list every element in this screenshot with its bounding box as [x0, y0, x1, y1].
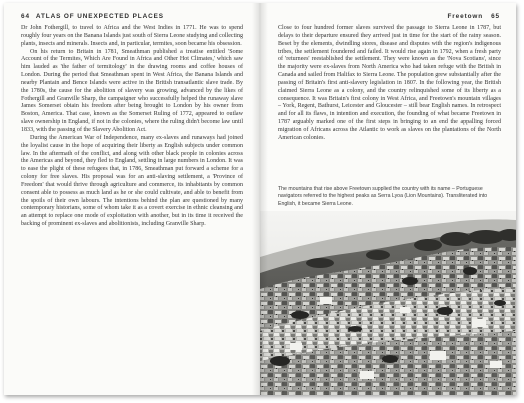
right-page: [260, 3, 516, 395]
left-paragraph: During the American War of Independence, many ex-slaves and runaways had joined the loyalist cause in the hope of acquiring their liberty as English subjects under common law. In the aftermath of the conflict, and along with other black people in colonies across the Americas and beyond, they fled to England, settling in large numbers in London. It was to ease the plight of these refugees that, in 1786, Smeathman put forward a scheme for a colony for free slaves. His proposal was for an anti-slaving settlement, a 'Province of Freedom' that would thrive through agriculture and commerce, its inhabitants by common consent able to possess as much land as he or she could cultivate, and able to benefit from the spoils of their own labours. The intentions behind the plan are questioned by many contemporary historians, some of whom take it as a covert exercise in ethnic cleansing and an attempt to replace one mode of exploitation with another, but in its time it received the backing of prominent ex-slaves and abolitionists, including Granville Sharp.: [21, 134, 243, 228]
book-title: ATLAS OF UNEXPECTED PLACES: [35, 13, 164, 20]
book-spread: [4, 3, 516, 395]
left-paragraph: Dr John Fothergill, to travel to Africa and the West Indies in 1771. He was to spend roughly four years on the Banana Islands just south of Sierra Leone studying and collecting plants, insects and minerals. Insects and, in particular, termites, soon became his obsession.: [21, 25, 243, 47]
left-paragraph: On his return to Britain in 1781, Smeathman published a treatise entitled 'Some Account of the Termites, Which Are Found in Africa and Other Hot Climates,' which saw him lauded as 'the father of termitology' in the drawing rooms and coffee houses of London. During the period that Smeathman spent in West Africa, the Banana Islands and nearby Plantain and Bence Islands were active in the British transatlantic slave trade. By the 1780s, the cause for the abolition of slavery was growing, advanced by the likes of Fothergill and Granville Sharp, the campaigner who successfully helped the runaway slave James Somerset obtain his freedom after being brought to London by his owner from Boston, America. That case, known as the Somerset Ruling of 1772, appeared to outlaw slave ownership in England, if not in the colonies, where the ruling didn't become law until 1833, with the passing of the Slavery Abolition Act.: [21, 48, 243, 133]
right-running-head: [447, 13, 500, 23]
right-body-text: [278, 25, 501, 143]
left-page-number: 64: [21, 13, 30, 20]
right-page-number: 65: [491, 13, 500, 20]
right-paragraph: Close to four hundred former slaves survived the passage to Sierra Leone in 1787, but delays to their departure ensured they arrived just in time for the start of the rainy season. Beset by the elements, dwindling stores, disease and disputes with the region's indigenous tribes, the settlement foundered and failed. It would rise again in 1792, when a fresh party of 'returnees' reestablished the settlement. They were known as the 'Nova Scotians', since the majority were ex-slaves from North America who had taken refuge with the British in Canada and sailed from Halifax to Sierra Leone. The population grew substantially after the passing of Britain's first anti-slavery legislation in 1807. In the following year, the British claimed Sierra Leone as a colony, and the country relinquished some of its liberty as a consequence. It was Britain's first colony in West Africa, and Freetown's mountain villages – York, Regent, Bathurst, Leicester and Gloucester – still bear English names. In retrospect and for all its flaws, in intention and execution, the founding of what became Freetown in 1787 arguably marked one of the first steps in bringing to an end the appalling forced migration of Africans across the Atlantic to work as slaves on the plantations of the North American colonies.: [278, 25, 501, 141]
freetown-hillside-photo: [260, 211, 516, 395]
chapter-title: Freetown: [447, 13, 484, 20]
left-body-text: [21, 25, 243, 229]
left-page: [4, 3, 260, 395]
left-running-head: [21, 13, 164, 23]
photo-caption: The mountains that rise above Freetown supplied the country with its name – Portuguese navigators referred to the highest peaks as Serra Lyoa (Lion Mountains). Transliterated into English, it became Sierra Leone.: [278, 186, 488, 207]
